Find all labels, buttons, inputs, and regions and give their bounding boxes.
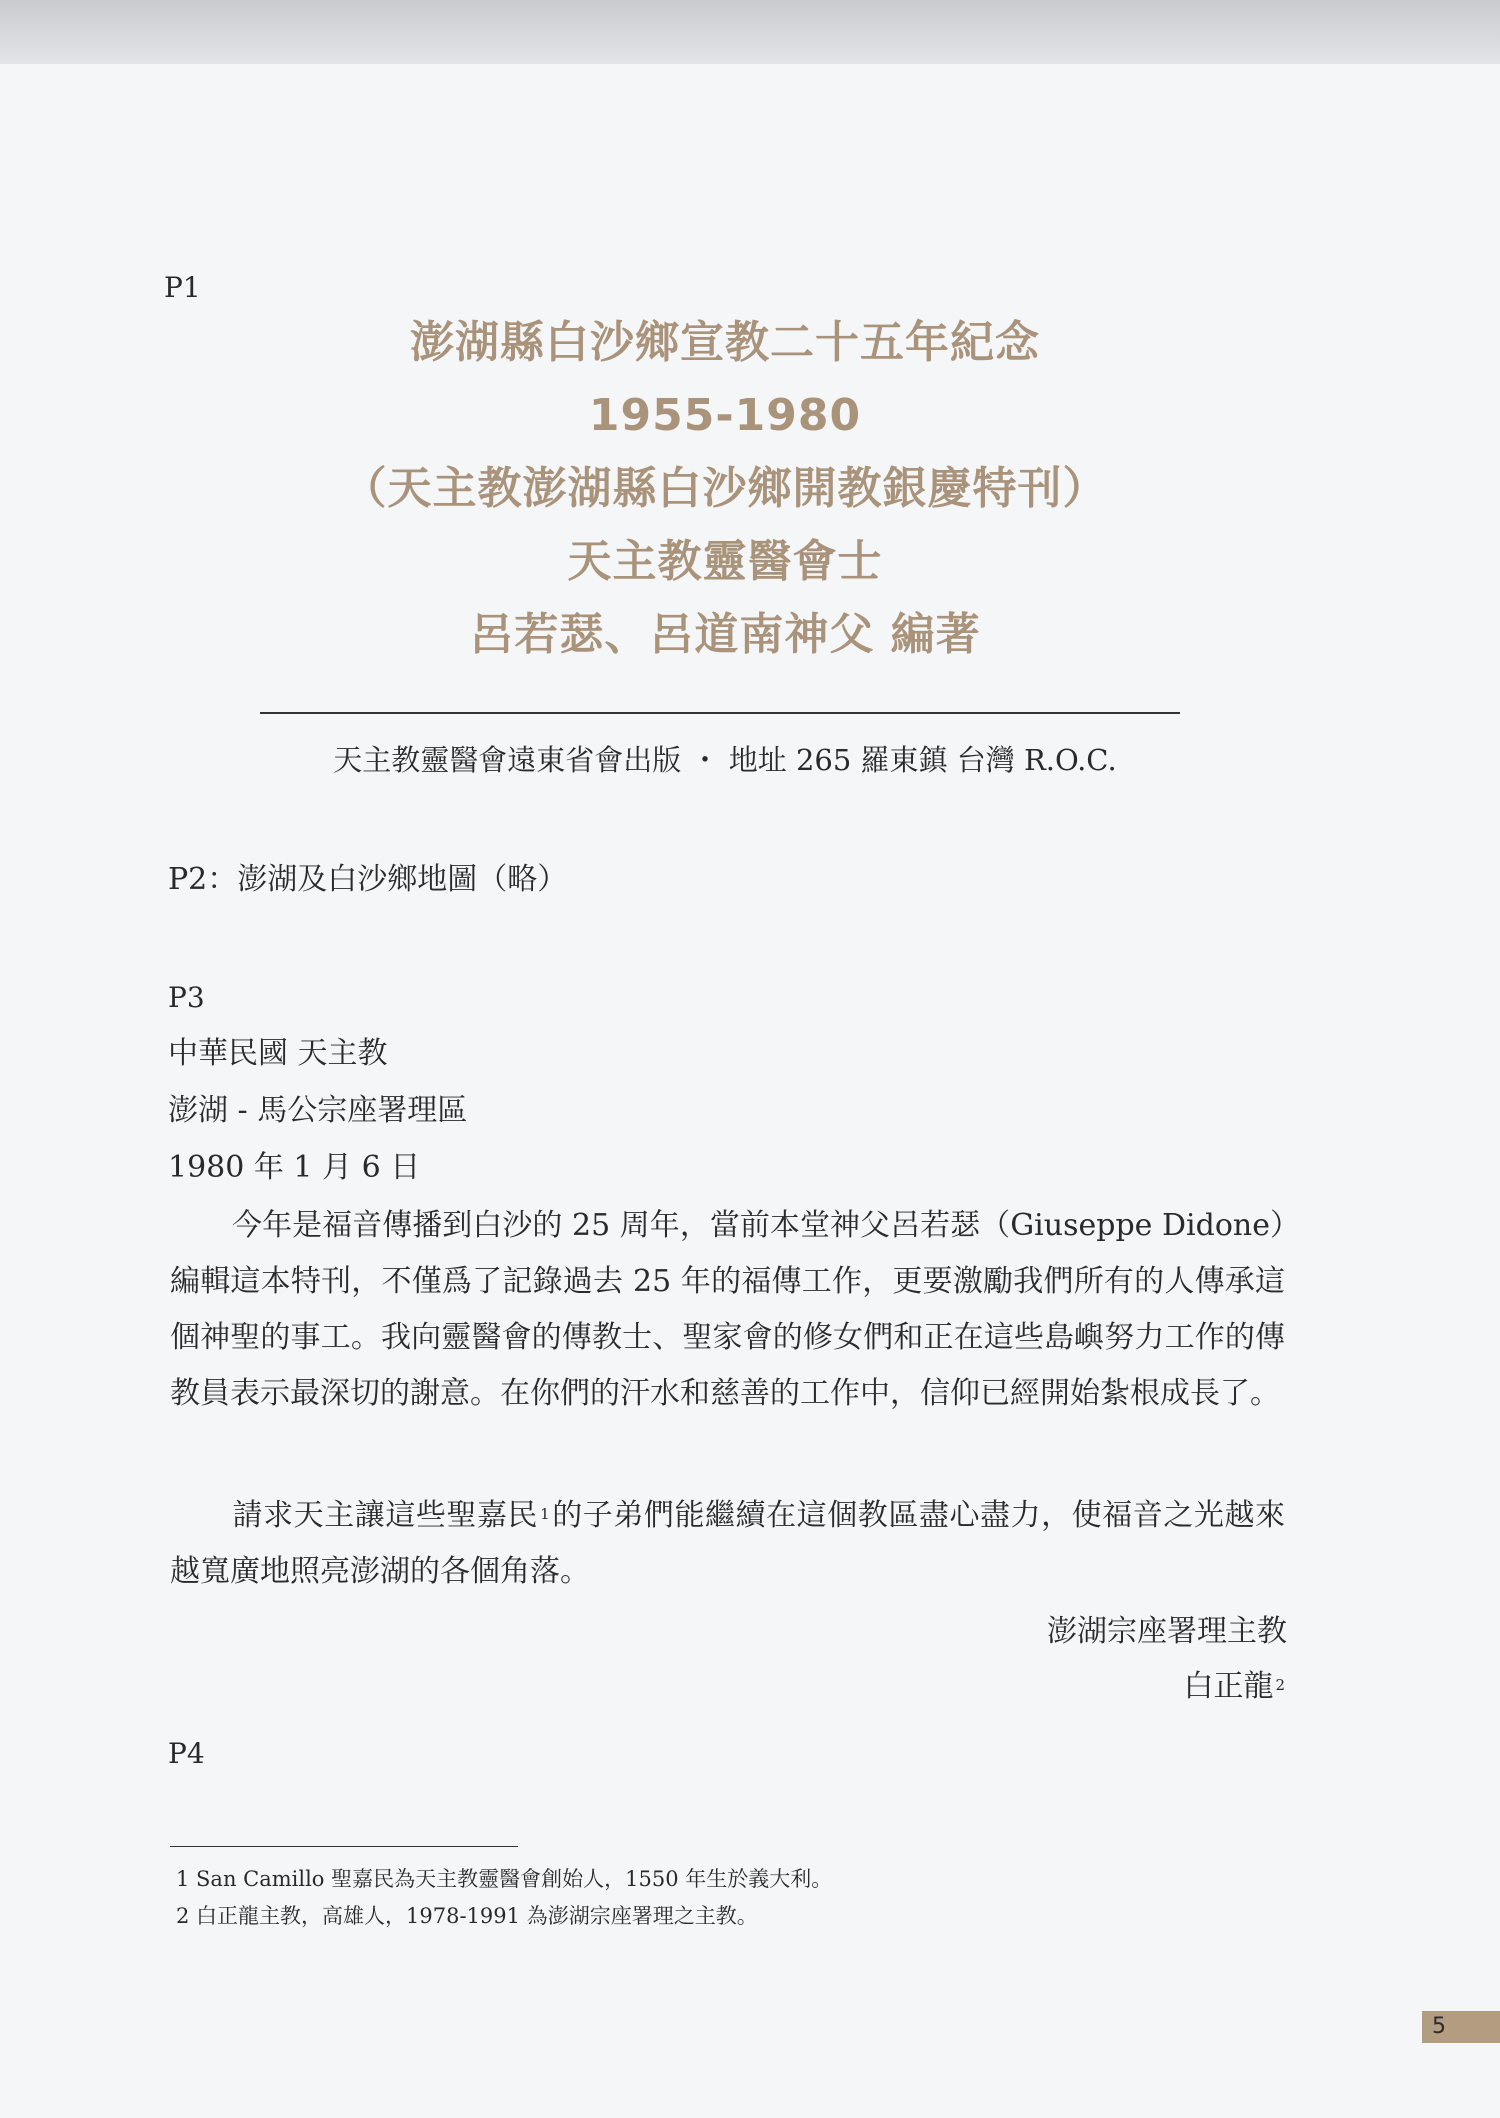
page-label-p4: P4 bbox=[168, 1737, 205, 1770]
title-line-1: 澎湖縣白沙鄉宣教二十五年紀念 bbox=[410, 317, 1040, 368]
footnote-1: 1 San Camillo 聖嘉民為天主教靈醫會創始人，1550 年生於義大利。 bbox=[176, 1867, 833, 1891]
publisher-line: 天主教靈醫會遠東省會出版 ・ 地址 265 羅東鎮 台灣 R.O.C. bbox=[333, 743, 1117, 777]
letter-paragraph-1-text: 今年是福音傳播到白沙的 25 周年，當前本堂神父呂若瑟（Giuseppe Didone）編輯這本特刊，不僅爲了記錄過去 25 年的福傳工作，更要激勵我們所有的人傳承這個神聖的事工。我向靈醫會的傳教士、聖家會的修女們和正在這些島嶼努力工作的傳教員表示最深切的謝意。在你們的汗水和慈善的工作中，信仰已經開始紮根成長了。 bbox=[170, 1208, 1285, 1411]
title-line-4: 天主教靈醫會士 bbox=[567, 536, 883, 587]
scan-top-edge bbox=[0, 0, 1500, 64]
signature-title: 澎湖宗座署理主教 bbox=[1047, 1614, 1287, 1649]
title-block bbox=[160, 306, 1290, 671]
signature-name-line bbox=[1183, 1667, 1287, 1707]
letter-date: 1980 年 1 月 6 日 bbox=[168, 1150, 421, 1185]
footnote-ref-2: 2 bbox=[1275, 1676, 1285, 1694]
p2-line: P2：澎湖及白沙鄉地圖（略） bbox=[168, 862, 568, 897]
title-line-3: （天主教澎湖縣白沙鄉開教銀慶特刊） bbox=[342, 463, 1108, 514]
title-line-2: 1955-1980 bbox=[588, 390, 862, 441]
letter-paragraph-1 bbox=[170, 1198, 1285, 1422]
letter-paragraph-2-text-b: 的子弟們能繼續在這個教區盡心盡力，使福音之光越來越寬廣地照亮澎湖的各個角落。 bbox=[170, 1498, 1286, 1589]
title-divider bbox=[260, 712, 1180, 714]
page-label-p3: P3 bbox=[168, 981, 205, 1014]
page-number: 5 bbox=[1422, 2011, 1500, 2043]
page-label-p1: P1 bbox=[164, 271, 201, 304]
signature-name: 白正龍 bbox=[1183, 1669, 1274, 1704]
letter-header-1: 中華民國 天主教 bbox=[168, 1036, 388, 1071]
letter-paragraph-2 bbox=[170, 1488, 1285, 1600]
letter-header-2: 澎湖 - 馬公宗座署理區 bbox=[168, 1093, 468, 1128]
letter-paragraph-2-text-a: 請求天主讓這些聖嘉民 bbox=[232, 1498, 539, 1533]
footnote-divider bbox=[170, 1846, 518, 1847]
footnote-2: 2 白正龍主教，高雄人，1978-1991 為澎湖宗座署理之主教。 bbox=[176, 1904, 758, 1928]
title-line-5: 呂若瑟、呂道南神父 編著 bbox=[469, 609, 981, 660]
footnote-ref-1: 1 bbox=[540, 1505, 550, 1523]
